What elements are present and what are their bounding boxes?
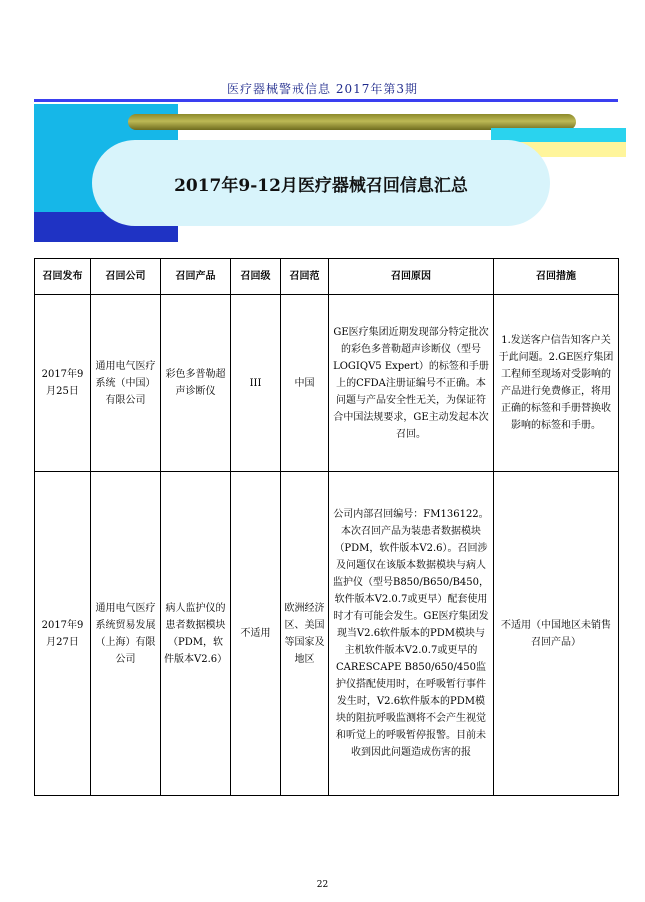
cell-level: 不适用 <box>231 472 281 796</box>
column-header-product: 召回产品 <box>161 259 231 295</box>
cell-scope: 中国 <box>281 295 329 472</box>
cell-reason: GE医疗集团近期发现部分特定批次的彩色多普勒超声诊断仪（型号LOGIQV5 Expert）的标签和手册上的CFDA注册证编号不正确。本问题与产品安全性无关，为保证符合中国法规要求，GE主动发起本次召回。 <box>329 295 494 472</box>
column-header-reason: 召回原因 <box>329 259 494 295</box>
cell-date: 2017年9月27日 <box>35 472 91 796</box>
header-rule <box>34 99 618 102</box>
table-header-row <box>35 259 619 295</box>
page-number: 22 <box>316 880 329 890</box>
cell-company: 通用电气医疗系统贸易发展（上海）有限公司 <box>91 472 161 796</box>
table-row <box>35 472 619 796</box>
cell-company: 通用电气医疗系统（中国）有限公司 <box>91 295 161 472</box>
cell-date: 2017年9月25日 <box>35 295 91 472</box>
cell-reason: 公司内部召回编号：FM136122。本次召回产品为装患者数据模块（PDM，软件版本V2.6）。召回涉及问题仅在该版本数据模块与病人监护仪（型号B850/B650/B450，软件版本V2.0.7或更早）配套使用时才有可能会发生。GE医疗集团发现当V2.6软件版本的PDM模块与主机软件版本V2.0.7或更早的CARESCAPE B850/650/450监护仪搭配使用时，在呼吸暂行事件发生时，V2.6软件版本的PDM模块的阻抗呼吸监测将不会产生视觉和听觉上的呼吸暂停报警。目前未收到因此问题造成伤害的报 <box>329 472 494 796</box>
running-header: 医疗器械警戒信息 2017年第3期 <box>227 82 418 96</box>
cell-measure: 不适用（中国地区未销售召回产品） <box>494 472 619 796</box>
banner-title-box <box>92 140 550 226</box>
cell-measure: 1.发送客户信告知客户关于此问题。2.GE医疗集团工程师至现场对受影响的产品进行免费修正，将用正确的标签和手册替换收影响的标签和手册。 <box>494 295 619 472</box>
table-row <box>35 295 619 472</box>
cell-level: III <box>231 295 281 472</box>
column-header-company: 召回公司 <box>91 259 161 295</box>
column-header-measure: 召回措施 <box>494 259 619 295</box>
recall-table <box>34 258 619 796</box>
cell-product: 彩色多普勒超声诊断仪 <box>161 295 231 472</box>
column-header-level: 召回级 <box>231 259 281 295</box>
cell-product: 病人监护仪的患者数据模块（PDM，软件版本V2.6） <box>161 472 231 796</box>
banner-title: 2017年9-12月医疗器械召回信息汇总 <box>174 175 468 196</box>
cell-scope: 欧洲经济区、美国等国家及地区 <box>281 472 329 796</box>
column-header-date: 召回发布 <box>35 259 91 295</box>
column-header-scope: 召回范 <box>281 259 329 295</box>
